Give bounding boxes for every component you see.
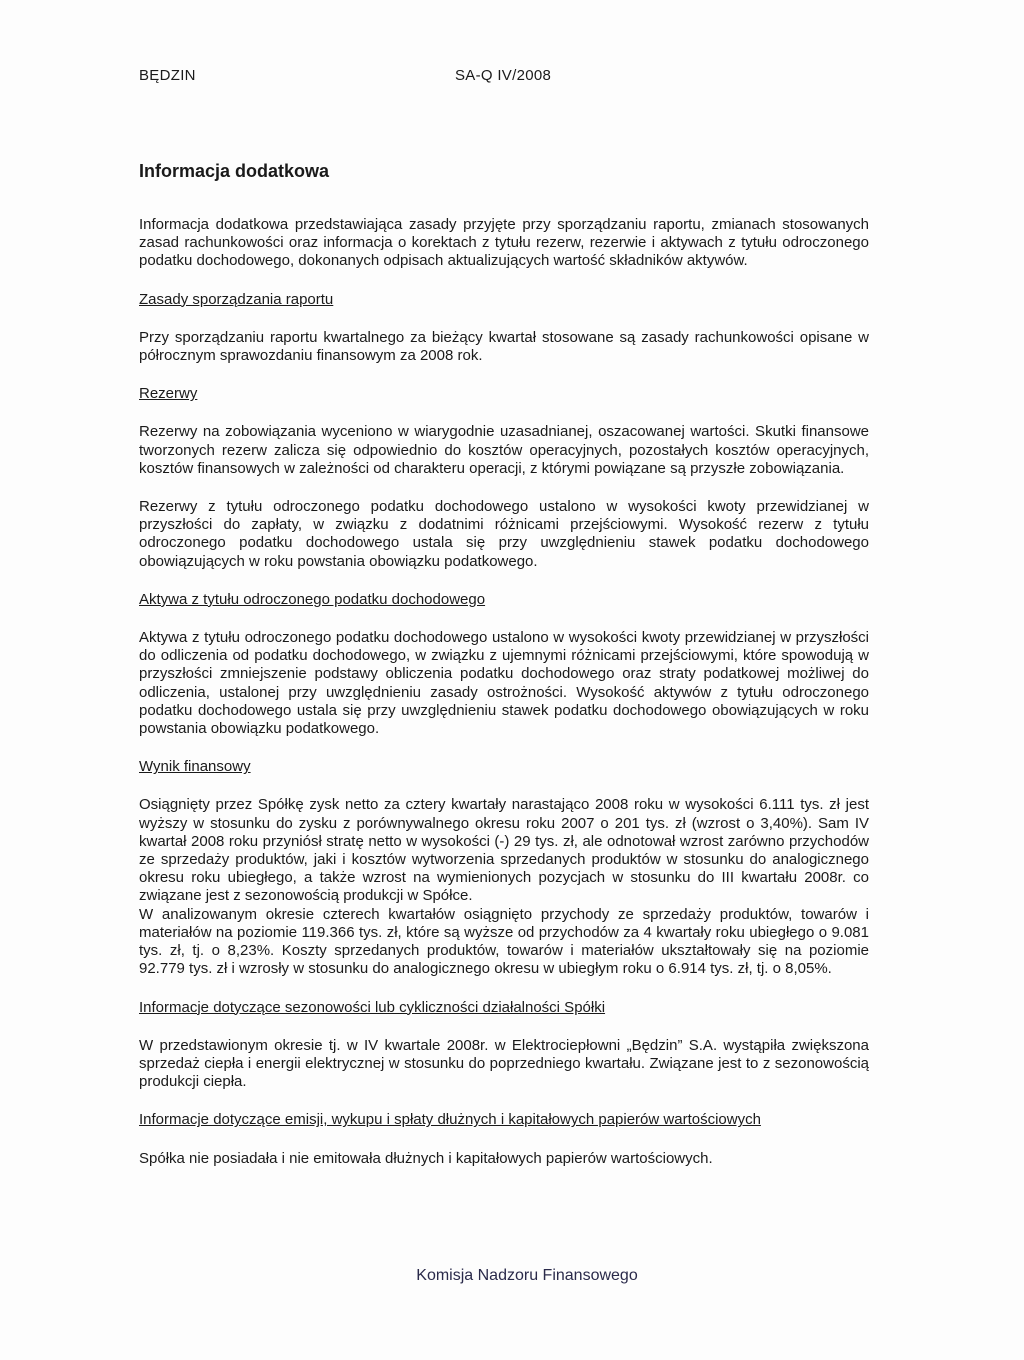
section-wynik-paragraph-1: Osiągnięty przez Spółkę zysk netto za cztery kwartały narastająco 2008 roku w wysokości 6.111 tys. zł jest wyższy w stosunku do zysku z porównywalnego okresu roku 2007 o 201 tys. zł (wzrost o 3,40%). Sam IV kwartał 2008 roku przyniósł stratę netto w wysokości (-) 29 tys. zł, ale odnotował wzrost zarówno przychodów ze sprzedaży produktów, jaki i kosztów wytworzenia sprzedanych produktów w stosunku do analogicznego okresu roku ubiegłego, a także wzrost na wymienionych pozycjach w stosunku do III kwartału 2008r. co związane jest z sezonowością produkcji w Spółce.	[139, 796, 869, 905]
section-heading-wynik: Wynik finansowy	[139, 758, 251, 776]
section-emisja-paragraph-1: Spółka nie posiadała i nie emitowała dłużnych i kapitałowych papierów wartościowych.	[139, 1149, 713, 1167]
header-report-id: SA-Q IV/2008	[455, 67, 552, 84]
section-zasady-paragraph-1: Przy sporządzaniu raportu kwartalnego za bieżący kwartał stosowane są zasady rachunkowości opisane w półrocznym sprawozdaniu finansowym za 2008 rok.	[139, 328, 869, 365]
section-heading-emisja: Informacje dotyczące emisji, wykupu i spłaty dłużnych i kapitałowych papierów wartościowych	[139, 1111, 761, 1129]
page-title: Informacja dodatkowa	[139, 161, 330, 181]
section-rezerwy-paragraph-2: Rezerwy z tytułu odroczonego podatku dochodowego ustalono w wysokości kwoty przewidzianej w przyszłości do zapłaty, w związku z dodatnimi różnicami przejściowymi. Wysokość rezerw z tytułu odroczonego podatku dochodowego ustala się przy uwzględnieniu stawek podatku dochodowego obowiązujących w roku powstania obowiązku podatkowego.	[139, 498, 869, 570]
section-heading-rezerwy: Rezerwy	[139, 385, 198, 403]
section-wynik-paragraph-2: W analizowanym okresie czterech kwartałów osiągnięto przychody ze sprzedaży produktów, towarów i materiałów na poziomie 119.366 tys. zł, które są wyższe od przychodów za 4 kwartały roku ubiegłego o 9.081 tys. zł, tj. o 8,23%. Koszty sprzedanych produktów, towarów i materiałów ukształtowały się na poziomie 92.779 tys. zł i wzrosły w stosunku do analogicznego okresu w ubiegłym roku o 6.914 tys. zł, tj. o 8,05%.	[139, 905, 869, 978]
section-heading-sezonowosc: Informacje dotyczące sezonowości lub cykliczności działalności Spółki	[139, 998, 606, 1016]
section-heading-zasady: Zasady sporządzania raportu	[139, 290, 334, 308]
section-rezerwy-paragraph-1: Rezerwy na zobowiązania wyceniono w wiarygodnie uzasadnianej, oszacowanej wartości. Skutki finansowe tworzonych rezerw zalicza się odpowiednio do kosztów operacyjnych, pozostałych kosztów operacyjnych, kosztów finansowych w zależności od charakteru operacji, z którymi powiązane są przyszłe zobowiązania.	[139, 423, 869, 477]
footer-authority: Komisja Nadzoru Finansowego	[416, 1267, 638, 1284]
section-sezonowosc-paragraph-1: W przedstawionym okresie tj. w IV kwartale 2008r. w Elektrociepłowni „Będzin” S.A. wystąpiła zwiększona sprzedaż ciepła i energii elektrycznej w stosunku do poprzedniego kwartału. Związane jest to z sezonowością produkcji ciepła.	[139, 1036, 869, 1091]
document-body	[139, 216, 869, 1168]
header-company: BĘDZIN	[139, 67, 196, 84]
section-heading-aktywa: Aktywa z tytułu odroczonego podatku dochodowego	[139, 590, 486, 608]
intro-paragraph: Informacja dodatkowa przedstawiająca zasady przyjęte przy sporządzaniu raportu, zmianach stosowanych zasad rachunkowości oraz informacja o korektach z tytułu rezerw, rezerwie i aktywach z tytułu odroczonego podatku dochodowego, dokonanych odpisach aktualizujących wartość składników aktywów.	[139, 216, 869, 270]
section-aktywa-paragraph-1: Aktywa z tytułu odroczonego podatku dochodowego ustalono w wysokości kwoty przewidzianej w przyszłości do odliczenia od podatku dochodowego, w związku z ujemnymi różnicami przejściowymi, które spowodują w przyszłości zmniejszenie podstawy obliczenia podatku dochodowego oraz straty podatkowej możliwej do odliczenia, ustalonej przy uwzględnieniu zasady ostrożności. Wysokość aktywów z tytułu odroczonego podatku dochodowego ustala się przy uwzględnieniu stawek podatku dochodowego obowiązujących w roku powstania obowiązku podatkowego.	[139, 629, 869, 738]
